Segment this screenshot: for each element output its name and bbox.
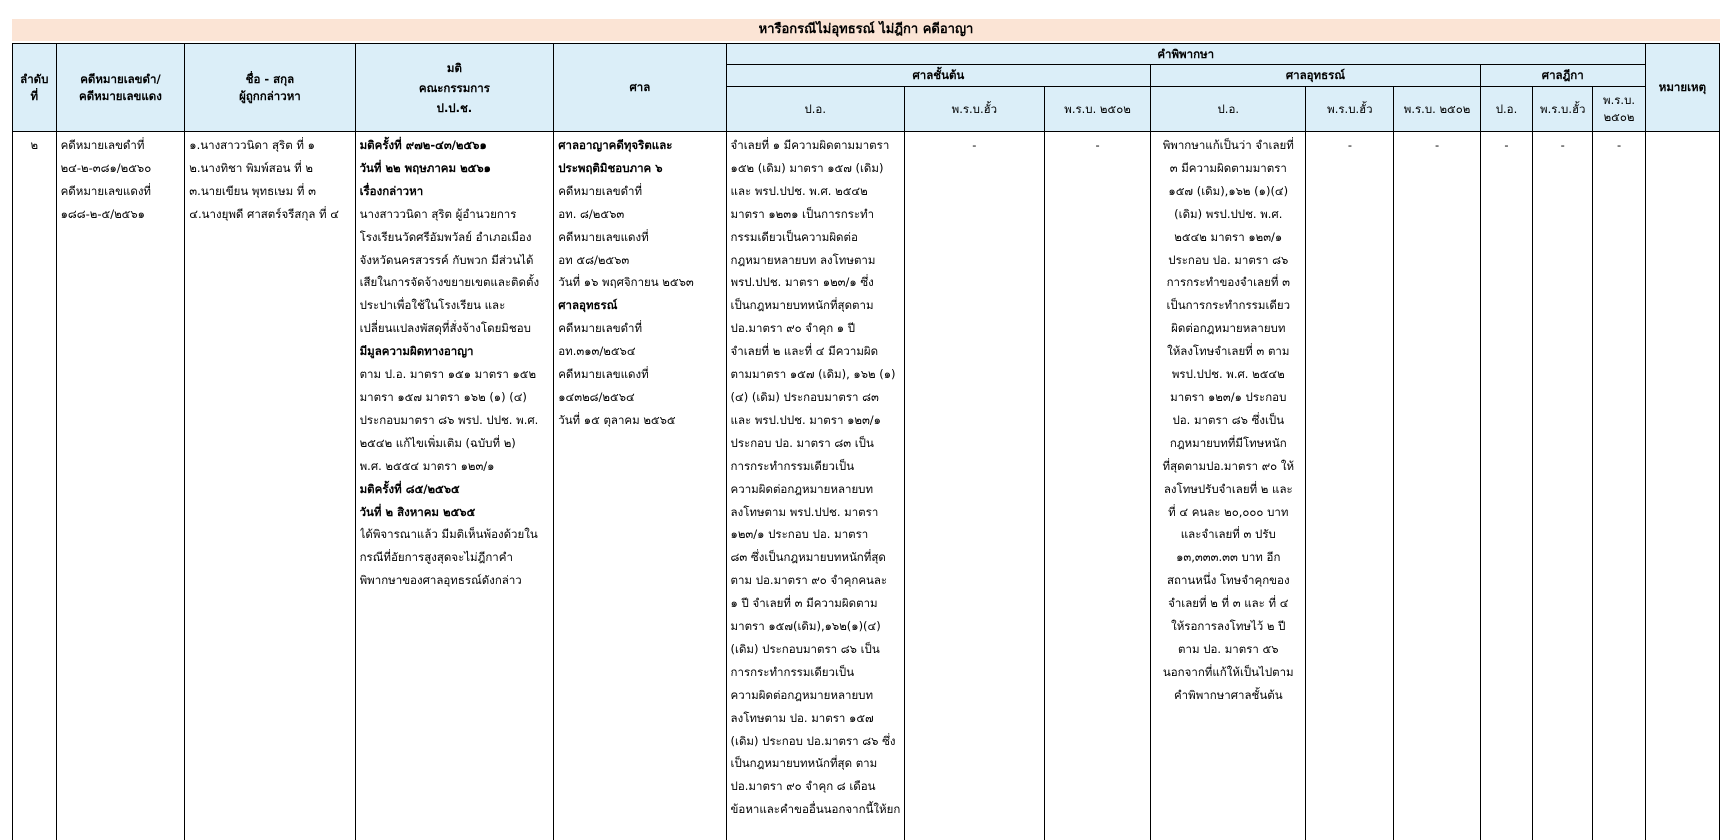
cell-line: (๔) (เดิม) ประกอบมาตรา ๘๓ [730, 389, 879, 404]
cell-line: พรป.ปปช. พ.ศ. ๒๕๔๒ [1171, 367, 1285, 382]
header-first-pr-2502: พ.ร.บ. ๒๕๐๒ [1044, 87, 1150, 132]
cell-first-pa [726, 132, 904, 840]
cell-line: ประกอบมาตรา ๘๖ พรป. ปปช. พ.ศ. [359, 412, 539, 427]
cell-line: (เดิม) ประกอบ ปอ.มาตรา ๘๖ ซึ่ง [730, 733, 896, 748]
cell-line: เรื่องกล่าวหา [359, 183, 424, 198]
cell-names [185, 132, 355, 840]
cell-line: ผิดต่อกฎหมายหลายบท [1171, 321, 1286, 336]
header-first-pa: ป.อ. [726, 87, 904, 132]
cell-line: ๘๓ ซึ่งเป็นกฎหมายบทหนักที่สุด [730, 550, 886, 565]
cell-line: ประกอบ ปอ. มาตรา ๘๓ เป็น [730, 435, 874, 450]
cell-line: ศาลอาญาคดีทุจริตและ [558, 138, 673, 152]
cell-line: ตาม ปอ. มาตรา ๕๖ [1178, 641, 1279, 656]
cell-line: ๒๔-๒-๓๘๑/๒๕๖๐ [60, 160, 152, 175]
cell-supreme-pr-ban-hua: - [1533, 132, 1593, 840]
header-case-no: คดีหมายเลขดำ/ คดีหมายเลขแดง [56, 44, 185, 132]
cell-line: เปลี่ยนแปลงพัสดุที่สั่งจ้างโดยมิชอบ [359, 321, 531, 336]
cell-line: เสียในการจัดจ้างขยายเขตและติดตั้ง [359, 275, 540, 290]
cell-line: สถานหนึ่ง โทษจำคุกของ [1166, 573, 1290, 588]
cell-line: วันที่ ๑๖ พฤศจิกายน ๒๕๖๓ [558, 275, 694, 290]
cell-appeal-pr-2502: - [1394, 132, 1480, 840]
cell-line: ๓.นายเขียน พุทธเษม ที่ ๓ [189, 183, 316, 198]
cell-supreme-pa: - [1480, 132, 1533, 840]
cell-line: มติครั้งที่ ๘๕/๒๕๖๕ [359, 481, 460, 496]
cell-line: และ พรป.ปปช. พ.ศ. ๒๕๔๒ [730, 183, 868, 198]
header-supreme-pa: ป.อ. [1480, 87, 1533, 132]
cell-line: คดีหมายเลขแดงที่ [558, 229, 649, 244]
cell-line: พรป.ปปช. มาตรา ๑๒๓/๑ ซึ่ง [730, 275, 874, 290]
cell-line: ความผิดต่อกฎหมายหลายบท [730, 481, 874, 496]
cell-appeal-pa [1151, 132, 1306, 840]
cell-line: มาตรา ๑๒๓๑ เป็นการกระทำ [730, 206, 875, 221]
cell-line: คดีหมายเลขดำที่ [60, 138, 145, 152]
cell-line: ๑ ปี จำเลยที่ ๓ มีความผิดตาม [730, 596, 878, 611]
cell-line: ศาลอุทธรณ์ [558, 298, 618, 313]
header-resolution: มติ คณะกรรมการ ป.ป.ช. [355, 44, 554, 132]
cell-first-pr-ban-hua: - [904, 132, 1044, 840]
cell-line: เป็นกฎหมายบทหนักที่สุดตาม [730, 298, 874, 313]
cell-court [554, 132, 726, 840]
header-judgment: คำพิพากษา [726, 44, 1645, 65]
cell-line: ประปาเพื่อใช้ในโรงเรียน และ [359, 298, 506, 313]
header-supreme: ศาลฎีกา [1480, 65, 1645, 87]
cell-appeal-pr-ban-hua: - [1306, 132, 1394, 840]
header-supreme-pr-ban-hua: พ.ร.บ.ฮั้ว [1533, 87, 1593, 132]
cell-line: การกระทำกรรมเดียวเป็น [730, 458, 855, 473]
cell-line: ๑๘๘-๒-๕/๒๕๖๑ [60, 206, 145, 221]
cell-line: พิพากษาของศาลอุทธรณ์ดังกล่าว [359, 573, 522, 588]
header-first-instance: ศาลชั้นต้น [726, 65, 1151, 87]
cell-line: ๒๕๔๒ มาตรา ๑๒๓/๑ [1174, 229, 1283, 244]
cell-line: ๔.นางยุพดี ศาสตร์จรีสกุล ที่ ๔ [189, 206, 339, 221]
cell-resolution [355, 132, 554, 840]
cell-line: อท. ๘/๒๕๖๓ [558, 206, 625, 221]
cell-line: นางสาววนิดา สุริต ผู้อำนวยการ [359, 206, 517, 221]
cell-line: ที่ ๔ คนละ ๒๐,๐๐๐ บาท [1168, 504, 1289, 519]
header-supreme-pr-2502: พ.ร.บ. ๒๕๐๒ [1593, 87, 1646, 132]
cell-line: คดีหมายเลขแดงที่ [60, 183, 152, 198]
cell-line: พิพากษาแก้เป็นว่า จำเลยที่ [1162, 138, 1294, 152]
header-first-pr-ban-hua: พ.ร.บ.ฮั้ว [904, 87, 1044, 132]
cell-line: ความผิดต่อกฎหมายหลายบท [730, 687, 874, 702]
cell-line: เป็นกฎหมายบทหนักที่สุด ตาม [730, 756, 878, 771]
header-appeal-pa: ป.อ. [1151, 87, 1306, 132]
cell-line: เป็นการกระทำกรรมเดียว [1166, 298, 1291, 313]
cell-remark [1645, 132, 1719, 840]
cell-line: ตามมาตรา ๑๕๗ (เดิม), ๑๖๒ (๑) [730, 367, 896, 382]
cell-line: ประพฤติมิชอบภาค ๖ [558, 160, 663, 175]
cell-line: ให้ลงโทษจำเลยที่ ๓ ตาม [1167, 344, 1290, 359]
cell-line: ตาม ปอ.มาตรา ๙๐ จำคุกคนละ [730, 573, 888, 588]
cell-line: และจำเลยที่ ๓ ปรับ [1180, 527, 1276, 542]
cell-line: มาตรา ๑๕๗ มาตรา ๑๖๒ (๑) (๔) [359, 389, 527, 404]
cell-line: อท ๕๘/๒๕๖๓ [558, 252, 630, 267]
header-appeal: ศาลอุทธรณ์ [1151, 65, 1480, 87]
cell-line: ปอ. มาตรา ๘๖ ซึ่งเป็น [1172, 412, 1285, 427]
cell-line: ตาม ป.อ. มาตรา ๑๕๑ มาตรา ๑๕๒ [359, 367, 537, 382]
cell-line: การกระทำของจำเลยที่ ๓ [1166, 275, 1290, 290]
cell-line: มาตรา ๑๒๓/๑ ประกอบ [1170, 389, 1287, 404]
cell-line: กรณีที่อัยการสูงสุดจะไม่ฎีกาคำ [359, 550, 513, 565]
cell-line: ๑๕๗ (เดิม),๑๖๒ (๑)(๔) [1168, 183, 1289, 198]
cell-first-pr-2502: - [1044, 132, 1150, 840]
cell-line: กรรมเดียวเป็นความผิดต่อ [730, 229, 858, 244]
cell-line: คดีหมายเลขดำที่ [558, 183, 643, 198]
cell-line: ๑๓,๓๓๓.๓๓ บาท อีก [1176, 550, 1281, 565]
cell-line: ๑๔๓๒๘/๒๕๖๔ [558, 389, 635, 404]
cell-case-no [56, 132, 185, 840]
cell-line: (เดิม) พรป.ปปช. พ.ศ. [1174, 206, 1283, 221]
cell-line: กฎหมายหลายบท ลงโทษตาม [730, 252, 876, 267]
cell-line: คดีหมายเลขดำที่ [558, 321, 643, 336]
header-order: ลำดับ ที่ [13, 44, 57, 132]
cell-line: การกระทำกรรมเดียวเป็น [730, 664, 855, 679]
header-appeal-pr-2502: พ.ร.บ. ๒๕๐๒ [1394, 87, 1480, 132]
cell-line: ให้รอการลงโทษไว้ ๒ ปี [1171, 619, 1286, 634]
cell-line: ๑.นางสาววนิดา สุริต ที่ ๑ [189, 138, 315, 152]
cell-line: วันที่ ๒ สิงหาคม ๒๕๖๕ [359, 504, 476, 519]
cell-line: วันที่ ๒๒ พฤษภาคม ๒๕๖๑ [359, 160, 491, 175]
cell-line: และ พรป.ปปช. มาตรา ๑๒๓/๑ [730, 412, 881, 427]
cell-line: ๒.นางทิชา พิมพ์สอน ที่ ๒ [189, 160, 313, 175]
cell-line: คำพิพากษาศาลชั้นต้น [1173, 687, 1283, 702]
document-title: หารือกรณีไม่อุทธรณ์ ไม่ฎีกา คดีอาญา [12, 19, 1720, 41]
cases-table [12, 43, 1720, 840]
cell-line: ที่สุดตามปอ.มาตรา ๙๐ ให้ [1162, 458, 1295, 473]
cell-line: ข้อหาและคำขออื่นนอกจากนี้ให้ยก [730, 802, 900, 817]
cell-line: พ.ศ. ๒๕๕๔ มาตรา ๑๒๓/๑ [359, 458, 495, 473]
header-remark: หมายเหตุ [1645, 44, 1719, 132]
cell-line: ๒๕๔๒ แก้ไขเพิ่มเติม (ฉบับที่ ๒) [359, 435, 516, 450]
cell-line: ปอ.มาตรา ๙๐ จำคุก ๘ เดือน [730, 779, 876, 794]
cell-line: วันที่ ๑๕ ตุลาคม ๒๕๖๕ [558, 412, 676, 427]
cell-line: จำเลยที่ ๑ มีความผิดตามมาตรา [730, 138, 890, 152]
cell-line: มติครั้งที่ ๙๗๒-๔๓/๒๕๖๑ [359, 138, 487, 152]
cell-line: (เดิม) ประกอบมาตรา ๘๖ เป็น [730, 641, 880, 656]
cell-line: ลงโทษตาม ปอ. มาตรา ๑๕๗ [730, 710, 874, 725]
cell-line: นอกจากที่แก้ให้เป็นไปตาม [1162, 664, 1294, 679]
cell-order: ๒ [13, 132, 57, 840]
cell-line: คดีหมายเลขแดงที่ [558, 367, 649, 382]
cell-line: ๑๒๓/๑ ประกอบ ปอ. มาตรา [730, 527, 869, 542]
cell-line: ประกอบ ปอ. มาตรา ๘๖ [1168, 252, 1289, 267]
cell-line: จังหวัดนครสวรรค์ กับพวก มีส่วนได้ [359, 252, 534, 267]
cell-line: ๑๕๒ (เดิม) มาตรา ๑๕๗ (เดิม) [730, 160, 884, 175]
cell-line: มาตรา ๑๕๗(เดิม),๑๖๒(๑)(๔) [730, 619, 881, 634]
cell-line: ปอ.มาตรา ๙๐ จำคุก ๑ ปี [730, 321, 856, 336]
header-name: ชื่อ - สกุล ผู้ถูกกล่าวหา [185, 44, 355, 132]
cell-supreme-pr-2502: - [1593, 132, 1646, 840]
cell-line: อท.๓๑๓/๒๕๖๔ [558, 344, 636, 359]
cell-line: ลงโทษตาม พรป.ปปช. มาตรา [730, 504, 879, 519]
cell-line: มีมูลความผิดทางอาญา [359, 344, 474, 359]
header-court: ศาล [554, 44, 726, 132]
cell-line: ลงโทษปรับจำเลยที่ ๒ และ [1163, 481, 1293, 496]
cell-line: กฎหมายบทที่มีโทษหนัก [1169, 435, 1287, 450]
cell-line: โรงเรียนวัดศรีอัมพวัลย์ อำเภอเมือง [359, 229, 532, 244]
cell-line: จำเลยที่ ๒ และที่ ๔ มีความผิด [730, 344, 879, 359]
cell-line: จำเลยที่ ๒ ที่ ๓ และ ที่ ๔ [1168, 596, 1289, 611]
cell-line: ๓ มีความผิดตามมาตรา [1169, 160, 1287, 175]
header-appeal-pr-ban-hua: พ.ร.บ.ฮั้ว [1306, 87, 1394, 132]
cell-line: ได้พิจารณาแล้ว มีมติเห็นพ้องด้วยใน [359, 527, 538, 542]
table-row [13, 132, 1720, 840]
